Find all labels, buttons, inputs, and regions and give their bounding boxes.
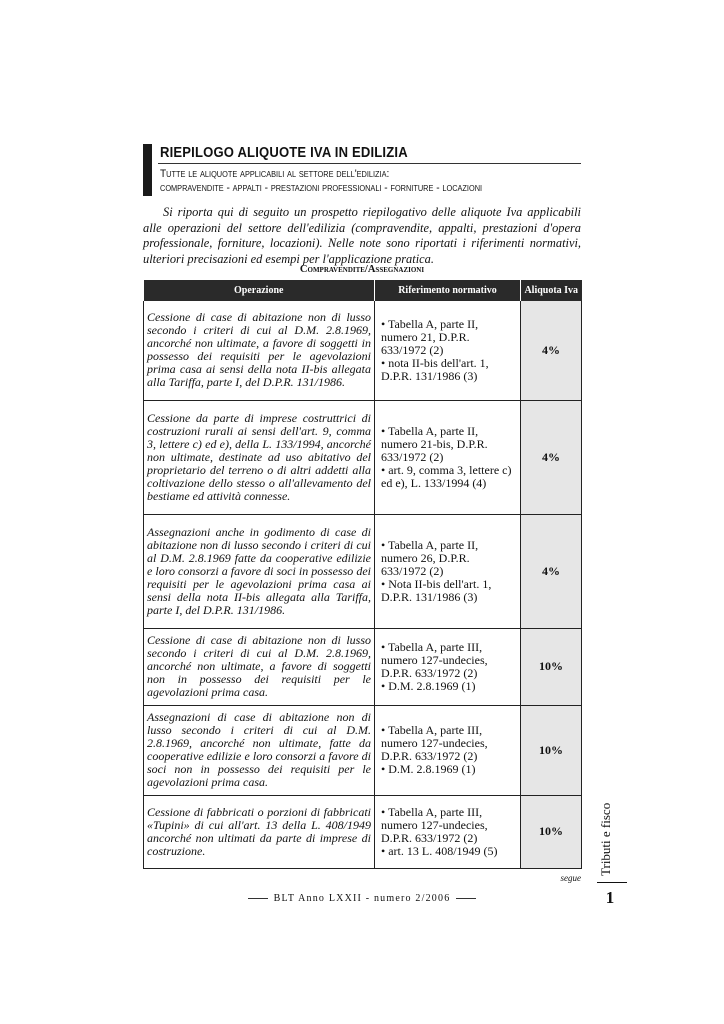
operation-cell: Assegnazioni di case di abitazione non di lusso secondo i criteri di cui al D.M. 2.8.1969, ancorché non ultimate, fatte da cooperative edilizie e loro consorzi a favore di soci non in possesso dei requisiti per le agevolazioni prima casa. (144, 705, 375, 795)
footer-dash-right (456, 898, 476, 899)
rate-cell: 10% (521, 795, 582, 868)
reference-item: • Tabella A, parte II, numero 21-bis, D.P.R. 633/1972 (2) (381, 423, 488, 464)
reference-item: • art. 13 L. 408/1949 (5) (381, 843, 498, 858)
footer-dash-left (248, 898, 268, 899)
operation-cell: Cessione di case di abitazione non di lusso secondo i criteri di cui al D.M. 2.8.1969, ancorché non ultimate, a favore di soggetti non in possesso dei requisiti per le agevolazioni prima casa. (144, 628, 375, 705)
column-header-rate: Aliquota Iva (521, 280, 582, 301)
reference-item: • nota II-bis dell'art. 1, D.P.R. 131/1986 (3) (381, 355, 489, 383)
subtitle-line-2: compravendite - appalti - prestazioni professionali - forniture - locazioni (160, 182, 483, 194)
column-header-reference: Riferimento normativo (375, 280, 521, 301)
table-row (144, 628, 582, 705)
operation-cell: Assegnazioni anche in godimento di case di abitazione non di lusso secondo i criteri di cui al D.M. 2.8.1969 fatte da cooperative edilizie e loro consorzi a favore di soci in possesso dei requisiti per le agevolazioni prima casa ai sensi della nota II-bis allegata alla Tariffa, parte I, del D.P.R. 131/1986. (144, 514, 375, 628)
reference-item: • Nota II-bis dell'art. 1, D.P.R. 131/1986 (3) (381, 576, 492, 604)
page-subtitle (160, 167, 482, 195)
reference-cell (375, 301, 521, 400)
table-row (144, 400, 582, 514)
reference-cell (375, 795, 521, 868)
table-row (144, 705, 582, 795)
side-divider (597, 882, 627, 883)
reference-cell (375, 514, 521, 628)
header-accent-bar (143, 144, 152, 196)
section-caption: Compravendite/Assegnazioni (299, 264, 425, 275)
table-row (144, 795, 582, 868)
rate-cell: 4% (521, 400, 582, 514)
subtitle-line-1: Tutte le aliquote applicabili al settore dell'edilizia: (160, 168, 390, 180)
reference-item: • D.M. 2.8.1969 (1) (381, 678, 476, 693)
reference-cell (375, 705, 521, 795)
rate-cell: 4% (521, 301, 582, 400)
rate-cell: 10% (521, 705, 582, 795)
table-row (144, 514, 582, 628)
reference-item: • Tabella A, parte II, numero 26, D.P.R. 633/1972 (2) (381, 537, 479, 578)
reference-item: • Tabella A, parte III, numero 127-undecies, D.P.R. 633/1972 (2) (381, 804, 488, 845)
reference-item: • Tabella A, parte III, numero 127-undecies, D.P.R. 633/1972 (2) (381, 639, 488, 680)
table-header-row (144, 280, 582, 301)
operation-cell: Cessione di fabbricati o porzioni di fabbricati «Tupini» di cui all'art. 13 della L. 408/1949 ancorché non ultimati da parte di imprese di costruzione. (144, 795, 375, 868)
rate-cell: 4% (521, 514, 582, 628)
reference-item: • art. 9, comma 3, lettere c) ed e), L. 133/1994 (4) (381, 462, 512, 490)
footer-text: BLT Anno LXXII - numero 2/2006 (273, 893, 451, 904)
table-row (144, 301, 582, 400)
page-number: 1 (605, 888, 615, 907)
section-side-label: Tributi e fisco (598, 802, 613, 876)
operation-cell: Cessione di case di abitazione non di lusso secondo i criteri di cui al D.M. 2.8.1969, ancorché non ultimate, a favore di soggetti in possesso dei requisiti per le agevolazioni prima casa ai sensi della nota II-bis allegata alla Tariffa, parte I, del D.P.R. 131/1986. (144, 301, 375, 400)
page-title: RIEPILOGO ALIQUOTE IVA IN EDILIZIA (160, 145, 408, 161)
column-header-operation: Operazione (144, 280, 375, 301)
continued-note: segue (560, 873, 581, 883)
page-footer (143, 893, 581, 904)
reference-cell (375, 628, 521, 705)
reference-cell (375, 400, 521, 514)
rate-cell: 10% (521, 628, 582, 705)
reference-item: • Tabella A, parte II, numero 21, D.P.R. 633/1972 (2) (381, 316, 479, 357)
title-divider (158, 163, 581, 164)
operation-cell: Cessione da parte di imprese costruttrici di costruzioni rurali ai sensi dell'art. 9, comma 3, lettere c) ed e), della L. 133/1994, ancorché non ultimate, destinate ad uso abitativo del proprietario del terreno o di altri addetti alla coltivazione dello stesso o all'allevamento del bestiame ed attività connesse. (144, 400, 375, 514)
reference-item: • Tabella A, parte III, numero 127-undecies, D.P.R. 633/1972 (2) (381, 723, 488, 763)
reference-item: • D.M. 2.8.1969 (1) (381, 762, 476, 776)
vat-rates-table (143, 280, 582, 869)
intro-paragraph: Si riporta qui di seguito un prospetto riepilogativo delle aliquote Iva applicabili alle operazioni del settore dell'edilizia (compravendite, appalti, prestazioni d'opera professionale, forniture, locazioni). Nelle note sono riportati i riferimenti normativi, ulteriori precisazioni ed esempi per l'applicazione pratica. (143, 205, 581, 266)
